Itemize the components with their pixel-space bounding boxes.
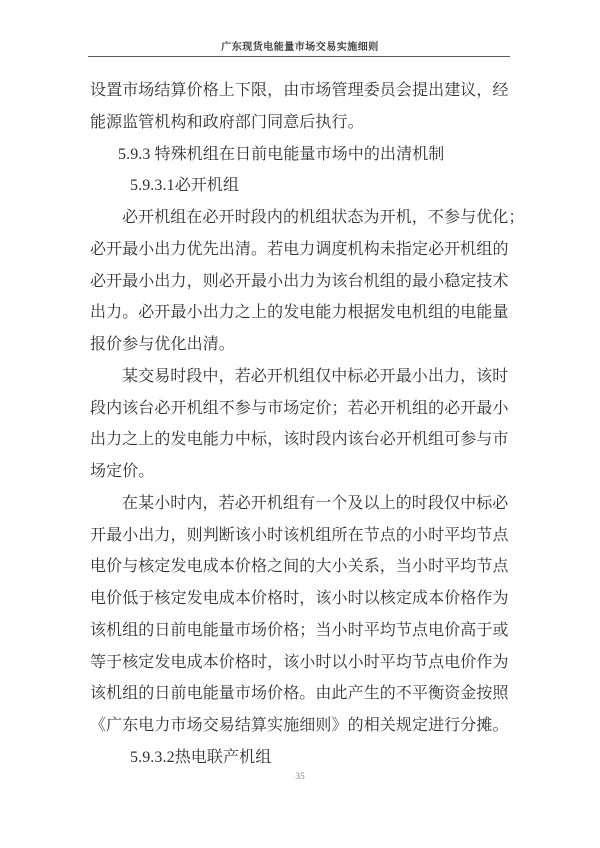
page-number: 35: [295, 772, 305, 782]
body-text-line: 电价低于核定发电成本价格时，该小时以核定成本价格作为: [90, 590, 509, 607]
body-text-line: 必开机组在必开时段内的机组状态为开机，不参与优化；: [122, 209, 525, 226]
body-text-line: 报价参与优化出清。: [90, 336, 235, 353]
section-heading: 5.9.3 特殊机组在日前电能量市场中的出清机制: [118, 145, 445, 163]
body-text-line: 在某小时内，若必开机组有一个及以上的时段仅中标必: [122, 494, 509, 512]
header-rule: [88, 56, 510, 57]
body-text-line: 该机组的日前电能量市场价格；当小时平均节点电价高于或: [90, 621, 509, 639]
body-text-line: 出力。必开最小出力之上的发电能力根据发电机组的电能量: [90, 304, 509, 322]
section-heading: 5.9.3.1必开机组: [130, 177, 240, 195]
body-text-line: 设置市场结算价格上下限，由市场管理委员会提出建议，经: [90, 82, 509, 99]
body-text-line: 场定价。: [90, 463, 155, 480]
body-text-line: 等于核定发电成本价格时，该小时以小时平均节点电价作为: [90, 653, 509, 671]
body-text-line: 开最小出力，则判断该小时该机组所在节点的小时平均节点: [90, 526, 509, 544]
document-body: [90, 75, 535, 774]
body-text-line: 《广东电力市场交易结算实施细则》的相关规定进行分摊。: [90, 717, 509, 734]
body-text-line: 能源监管机构和政府部门同意后执行。: [90, 113, 364, 131]
body-text-line: 必开最小出力优先出清。若电力调度机构未指定必开机组的: [90, 240, 509, 258]
body-text-line: 出力之上的发电能力中标，该时段内该台必开机组可参与市: [90, 431, 509, 449]
body-text-line: 段内该台必开机组不参与市场定价；若必开机组的必开最小: [90, 399, 509, 417]
body-text-line: 电价与核定发电成本价格之间的大小关系，当小时平均节点: [90, 558, 509, 576]
body-text-line: 某交易时段中，若必开机组仅中标必开最小出力，该时: [122, 367, 509, 385]
running-header-title: 广东现货电能量市场交易实施细则: [221, 42, 379, 53]
body-text-line: 必开最小出力，则必开最小出力为该台机组的最小稳定技术: [90, 272, 509, 290]
section-heading: 5.9.3.2热电联产机组: [130, 748, 272, 766]
body-text-line: 该机组的日前电能量市场价格。由此产生的不平衡资金按照: [90, 685, 509, 703]
page-footer: [0, 772, 600, 782]
